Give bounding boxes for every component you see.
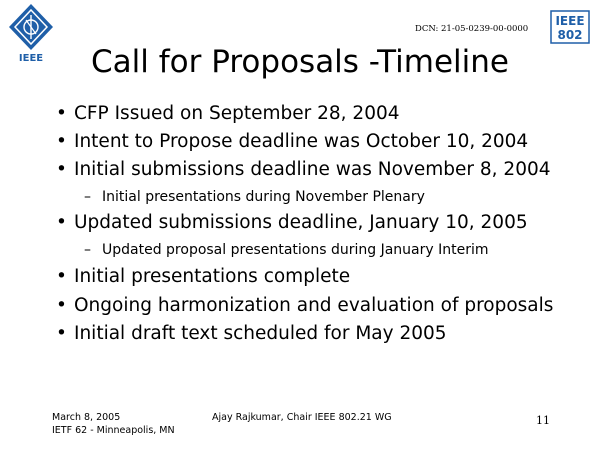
footer-left xyxy=(52,411,175,437)
ieee-802-logo-line1: IEEE xyxy=(555,14,585,28)
bullet-text: CFP Issued on September 28, 2004 xyxy=(74,103,400,124)
bullet-mark: • xyxy=(56,212,67,233)
bullet-text: Initial presentations complete xyxy=(74,266,351,287)
bullet-text: Updated submissions deadline, January 10, 2005 xyxy=(74,212,528,233)
ieee-802-logo-line2: 802 xyxy=(557,28,583,42)
bullet-mark: • xyxy=(56,159,67,180)
bullet-text: Initial draft text scheduled for May 2005 xyxy=(74,323,447,344)
sub-bullet-text: Updated proposal presentations during January Interim xyxy=(102,242,489,258)
bullet-text: Initial submissions deadline was November 8, 2004 xyxy=(74,159,551,180)
bullet-mark: • xyxy=(56,266,67,287)
bullet-mark: • xyxy=(56,295,67,316)
bullet-mark: • xyxy=(56,131,67,152)
document-number: DCN: 21-05-0239-00-0000 xyxy=(415,24,529,34)
page-number: 11 xyxy=(536,414,550,427)
bullet-text: Ongoing harmonization and evaluation of proposals xyxy=(74,295,554,316)
sub-bullet-text: Initial presentations during November Plenary xyxy=(102,189,425,205)
slide-title: Call for Proposals -Timeline xyxy=(91,44,509,80)
bullet-mark: • xyxy=(56,103,67,124)
sub-bullet-mark: – xyxy=(84,242,91,258)
bullet-text: Intent to Propose deadline was October 10, 2004 xyxy=(74,131,529,152)
footer-event: IETF 62 - Minneapolis, MN xyxy=(52,425,175,436)
sub-bullet-mark: – xyxy=(84,189,91,205)
footer-date: March 8, 2005 xyxy=(52,412,121,423)
ieee-802-logo-icon xyxy=(550,10,590,44)
footer-author: Ajay Rajkumar, Chair IEEE 802.21 WG xyxy=(212,412,392,423)
ieee-logo-text: IEEE xyxy=(18,53,44,63)
bullet-mark: • xyxy=(56,323,67,344)
